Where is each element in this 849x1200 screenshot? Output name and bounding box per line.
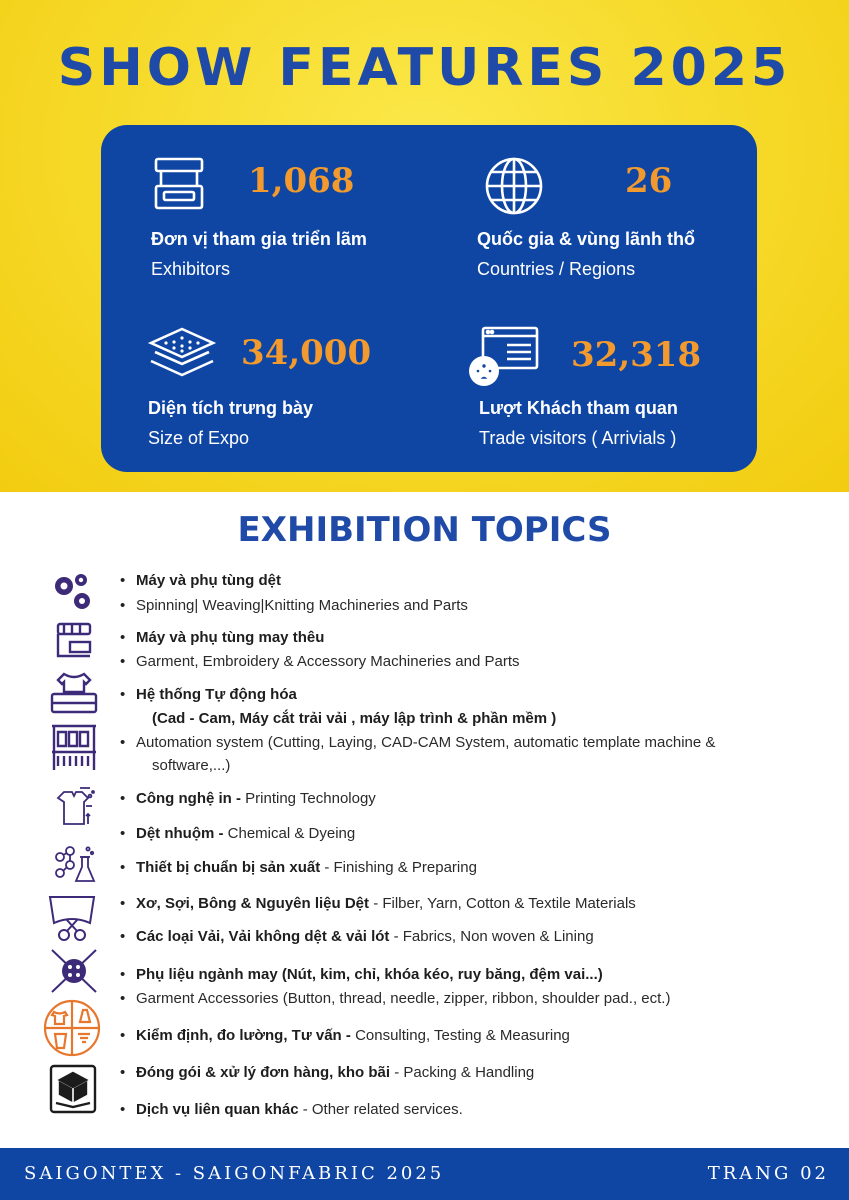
stats-panel bbox=[101, 125, 757, 472]
clothes-rack-icon bbox=[48, 722, 100, 772]
bullet: • bbox=[120, 966, 126, 983]
footer-bar bbox=[0, 1148, 849, 1200]
topic-line: • Máy và phụ tùng dệt bbox=[120, 572, 282, 589]
bullet: • bbox=[120, 734, 126, 751]
tshirt-box-icon bbox=[48, 670, 100, 716]
fabric-scissors-icon bbox=[44, 893, 100, 943]
sewing-machine-icon bbox=[52, 620, 96, 664]
footer-left: SAIGONTEX - SAIGONFABRIC 2025 bbox=[24, 1163, 445, 1184]
visitors-icon bbox=[467, 325, 541, 389]
header-banner bbox=[0, 0, 849, 492]
bullet: • bbox=[120, 990, 126, 1007]
page-number: TRANG 02 bbox=[707, 1163, 829, 1184]
topic-line: software,...) bbox=[152, 757, 231, 774]
bullet: • bbox=[120, 653, 126, 670]
printing-icon bbox=[50, 784, 96, 830]
topic-line: • Máy và phụ tùng may thêu bbox=[120, 629, 325, 646]
topic-line: • Dệt nhuộm - Chemical & Dyeing bbox=[120, 825, 356, 842]
testing-circle-icon bbox=[42, 998, 102, 1058]
topic-line: • Hệ thống Tự động hóa bbox=[120, 686, 297, 703]
topic-line: • Đóng gói & xử lý đơn hàng, kho bãi - Packing & Handling bbox=[120, 1064, 535, 1081]
stat-label-vn: Quốc gia & vùng lãnh thổ bbox=[477, 229, 695, 249]
gears-icon bbox=[52, 572, 94, 612]
bullet: • bbox=[120, 629, 126, 646]
bullet: • bbox=[120, 1064, 126, 1081]
bullet: • bbox=[120, 686, 126, 703]
stat-label-vn: Diện tích trưng bày bbox=[148, 398, 314, 418]
stat-label-en: Exhibitors bbox=[151, 259, 231, 279]
stat-value: 26 bbox=[625, 161, 673, 201]
topic-line: • Công nghệ in - Printing Technology bbox=[120, 790, 376, 807]
stat-label-vn: Đơn vị tham gia triển lãm bbox=[151, 229, 367, 249]
bullet: • bbox=[120, 895, 126, 912]
booth-icon bbox=[153, 156, 205, 212]
topic-line: • Garment Accessories (Button, thread, needle, zipper, ribbon, shoulder pad., ect.) bbox=[120, 990, 671, 1007]
package-icon bbox=[48, 1063, 98, 1115]
bullet: • bbox=[120, 859, 126, 876]
topics-title: EXHIBITION TOPICS bbox=[237, 510, 612, 550]
stat-value: 32,318 bbox=[571, 335, 702, 375]
topic-line: • Kiểm định, đo lường, Tư vấn - Consulting, Testing & Measuring bbox=[120, 1027, 570, 1044]
page-title: SHOW FEATURES 2025 bbox=[57, 38, 792, 98]
bullet: • bbox=[120, 825, 126, 842]
bullet: • bbox=[120, 790, 126, 807]
bullet: • bbox=[120, 597, 126, 614]
stat-label-vn: Lượt Khách tham quan bbox=[479, 398, 678, 418]
topic-line: • Thiết bị chuẩn bị sản xuất - Finishing & Preparing bbox=[120, 859, 477, 876]
topic-line: • Dịch vụ liên quan khác - Other related services. bbox=[120, 1101, 463, 1118]
topic-line: • Automation system (Cutting, Laying, CAD-CAM System, automatic template machine & bbox=[120, 734, 716, 751]
bullet: • bbox=[120, 1027, 126, 1044]
topic-line: • Xơ, Sợi, Bông & Nguyên liệu Dệt - Filber, Yarn, Cotton & Textile Materials bbox=[120, 895, 636, 912]
topic-line: (Cad - Cam, Máy cắt trải vải , máy lập trình & phần mềm ) bbox=[152, 710, 557, 727]
stat-label-en: Trade visitors ( Arrivials ) bbox=[479, 428, 677, 448]
stat-label-en: Size of Expo bbox=[148, 428, 250, 448]
bullet: • bbox=[120, 928, 126, 945]
topic-line: • Garment, Embroidery & Accessory Machineries and Parts bbox=[120, 653, 520, 670]
layers-icon bbox=[147, 325, 217, 383]
bullet: • bbox=[120, 1101, 126, 1118]
globe-icon bbox=[484, 156, 544, 216]
stat-label-en: Countries / Regions bbox=[477, 259, 636, 279]
topic-line: • Spinning| Weaving|Knitting Machineries and Parts bbox=[120, 597, 468, 614]
topic-line: • Các loại Vải, Vải không dệt & vải lót - Fabrics, Non woven & Lining bbox=[120, 928, 594, 945]
stat-value: 1,068 bbox=[248, 161, 355, 201]
button-needle-icon bbox=[48, 948, 100, 994]
topic-line: • Phụ liệu ngành may (Nút, kim, chỉ, khóa kéo, ruy băng, đệm vai...) bbox=[120, 966, 603, 983]
chemistry-icon bbox=[50, 843, 100, 887]
stat-value: 34,000 bbox=[241, 333, 372, 373]
bullet: • bbox=[120, 572, 126, 589]
